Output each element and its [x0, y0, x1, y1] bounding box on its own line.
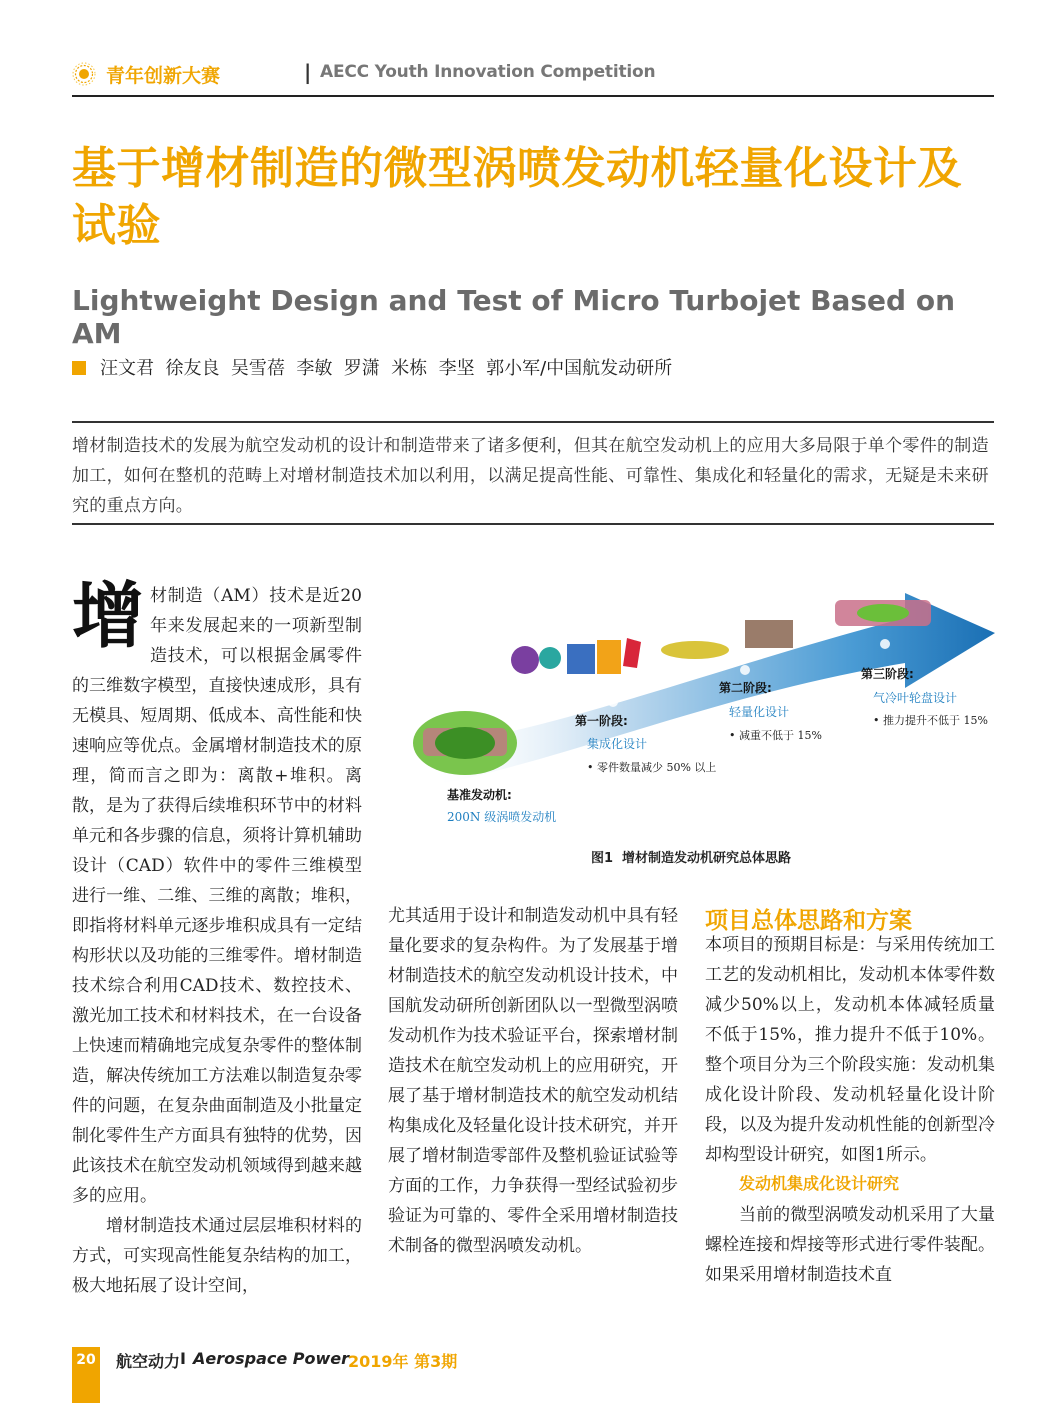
author-bullet-icon — [72, 361, 86, 375]
column-title-cn: 青年创新大赛 — [106, 65, 221, 87]
stage1-parts-illustration — [511, 638, 641, 674]
figure-1 — [385, 578, 997, 838]
stage3-bullet: • 推力提升不低于 15% — [873, 714, 988, 727]
stage3-desc: 气冷叶轮盘设计 — [873, 691, 958, 705]
paragraph: 材制造（AM）技术是近20年来发展起来的一项新型制造技术，可以根据金属零件的三维数字模型，直接快速成形，具有无模具、短周期、低成本、高性能和快速响应等优点。金属增材制造技术的原理，简而言之即为：离散+堆积。离散，是为了获得后续堆积环节中的材料单元和各步骤的信息，须将计算机辅助设计（CAD）软件中的零件三维模型进行一维、二维、三维的离散；堆积，即指将材料单元逐步堆积成具有一定结构形状以及功能的三维零件。增材制造技术综合利用CAD技术、数控技术、激光加工技术和材料技术，在一台设备上快速而精确地完成复杂零件的整体制造，解决传统加工方法难以制造复杂零件的问题，在复杂曲面制造及小批量定制化零件生产方面具有独特的优势，因此该技术在航空发动机领域得到越来越多的应用。 — [72, 586, 362, 1206]
base-engine-desc: 200N 级涡喷发动机 — [447, 810, 557, 824]
abstract-rule-top — [72, 421, 994, 423]
body-column-1 — [72, 573, 362, 1301]
journal-name-cn: 航空动力 — [116, 1352, 181, 1371]
stage2-marker-icon — [740, 665, 750, 675]
author-line — [72, 354, 972, 380]
stage1-marker-icon — [608, 697, 618, 707]
running-header — [72, 58, 994, 94]
section-title: 项目总体思路和方案 — [705, 908, 912, 934]
header-rule — [72, 95, 994, 97]
drop-cap: 增 — [72, 573, 145, 658]
figure-caption: 图1 增材制造发动机研究总体思路 — [590, 851, 792, 866]
issue-label: 2019年 第3期 — [348, 1352, 458, 1371]
sun-emblem-icon — [72, 62, 96, 86]
stage3-marker-icon — [880, 639, 890, 649]
body-column-2 — [388, 901, 678, 1261]
stage2-bullet: • 减重不低于 15% — [729, 729, 822, 742]
stage2-desc: 轻量化设计 — [729, 705, 790, 719]
abstract: 增材制造技术的发展为航空发动机的设计和制造带来了诸多便利，但其在航空发动机上的应用大多局限于单个零件的制造加工，如何在整机的范畴上对增材制造技术加以利用，以满足提高性能、可靠性、集成化和轻量化的需求，无疑是未来研究的重点方向。 — [72, 436, 989, 516]
paragraph: 当前的微型涡喷发动机采用了大量螺栓连接和焊接等形式进行零件装配。如果采用增材制造技术直 — [705, 1205, 995, 1285]
footer-separator: I — [180, 1349, 186, 1368]
stage3-label: 第三阶段: — [861, 667, 914, 681]
journal-name-en: Aerospace Power — [193, 1349, 350, 1368]
subsection-title: 发动机集成化设计研究 — [739, 1174, 900, 1193]
paragraph: 增材制造技术通过层层堆积材料的方式，可实现高性能复杂结构的加工，极大地拓展了设计空间， — [72, 1216, 362, 1296]
stage1-bullet: • 零件数量减少 50% 以上 — [587, 761, 717, 774]
stage1-label: 第一阶段: — [575, 714, 628, 728]
stage2-parts-illustration — [661, 620, 793, 659]
base-engine-label: 基准发动机: — [447, 788, 512, 802]
article-title: 基于增材制造的微型涡喷发动机轻量化设计及试验 — [72, 143, 962, 251]
column-title-en: AECC Youth Innovation Competition — [320, 62, 656, 82]
base-engine-illustration — [413, 711, 517, 775]
page-number: 20 — [76, 1352, 96, 1368]
body-column-3 — [705, 930, 995, 1290]
paragraph: 尤其适用于设计和制造发动机中具有轻量化要求的复杂构件。为了发展基于增材制造技术的航空发动机设计技术，中国航发动研所创新团队以一型微型涡喷发动机作为技术验证平台，探索增材制造技术在航空发动机上的应用研究，开展了基于增材制造技术的航空发动机结构集成化及轻量化设计技术研究，并开展了增材制造零部件及整机验证试验等方面的工作，力争获得一型经试验初步验证为可靠的、零件全采用增材制造技术制备的微型涡喷发动机。 — [388, 906, 678, 1256]
authors: 汪文君 徐友良 吴雪蓓 李敏 罗潇 米栋 李坚 郭小军/中国航发动研所 — [100, 358, 673, 379]
paragraph: 本项目的预期目标是：与采用传统加工工艺的发动机相比，发动机本体零件数减少50%以上，发动机本体减轻质量不低于15%，推力提升不低于10%。整个项目分为三个阶段实施：发动机集成化设计阶段、发动机轻量化设计阶段，以及为提升发动机性能的创新型冷却构型设计研究，如图1所示。 — [705, 935, 995, 1165]
stage2-label: 第二阶段: — [719, 681, 772, 695]
header-separator: | — [304, 60, 312, 84]
stage3-parts-illustration — [835, 600, 931, 626]
abstract-rule-bottom — [72, 523, 994, 525]
stage1-desc: 集成化设计 — [587, 737, 648, 751]
article-subtitle-en: Lightweight Design and Test of Micro Turbojet Based on AM — [72, 284, 956, 350]
